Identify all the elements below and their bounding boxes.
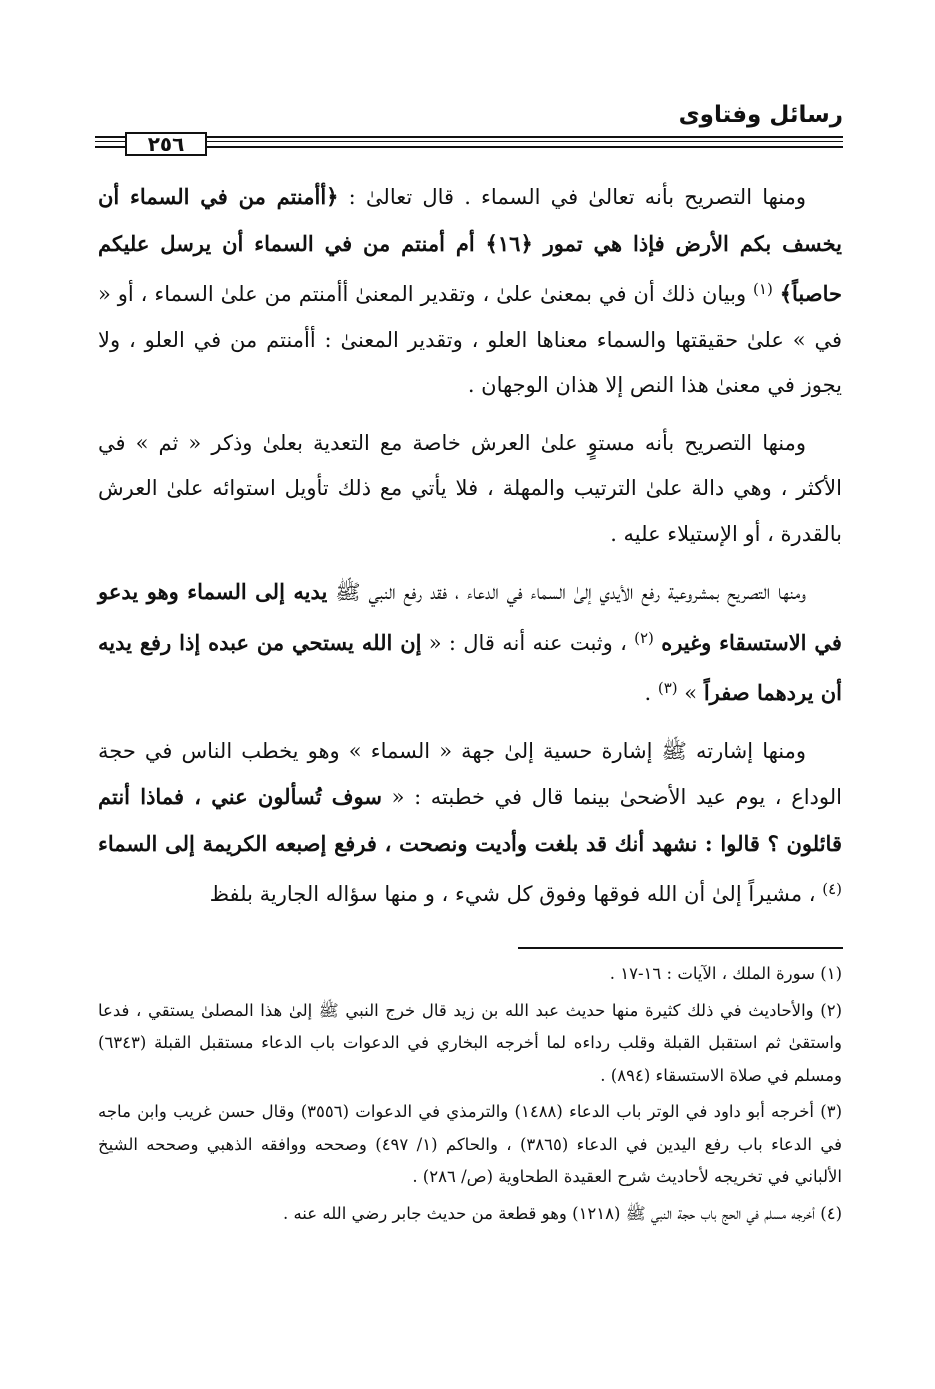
header-rule-line xyxy=(95,146,843,148)
page-header xyxy=(95,96,843,166)
footnote-ref[interactable]: (٢) xyxy=(634,628,654,647)
footnote: (٢) والأحاديث في ذلك كثيرة منها حديث عبد الله بن زيد قال خرج النبي ﷺ إلىٰ هذا المصلىٰ يستقي ، فدعا واستقىٰ ثم استقبل القبلة وقلب رداءه لما أخرجه البخاري في الدعوات باب الدعاء مستقبل القبلة (٦٣٤٣) ومسلم في صلاة الاستسقاء (٨٩٤) . xyxy=(98,1000,842,1085)
header-rule-line xyxy=(95,136,843,138)
paragraph-text: ومنها التصريح بأنه مستوٍ علىٰ العرش خاصة مع التعدية بعلىٰ وذكر « ثم » في الأكثر ، وهي دالة علىٰ الترتيب والمهلة ، فلا يأتي مع ذلك تأويل استوائه علىٰ العرش بالقدرة ، أو الإستيلاء عليه . xyxy=(98,430,842,546)
paragraph xyxy=(98,569,842,717)
header-rule xyxy=(95,134,843,154)
page-number: ٢٥٦ xyxy=(125,132,207,156)
footnote-ref[interactable]: (١) xyxy=(753,280,773,298)
hadith-text: يديه إلى السماء وهو يدعو في الاستسقاء وغيره xyxy=(98,579,842,655)
hadith-text: إن الله يستحي من عبده إذا رفع يديه أن يردهما صفراً xyxy=(98,629,842,705)
footnote-ref[interactable]: (٤) xyxy=(822,880,842,898)
footnote: (١) سورة الملك ، الآيات : ١٦-١٧ . xyxy=(609,964,842,983)
paragraph-text: ، مشيراً إلىٰ أن الله فوقها وفوق كل شيء ، و منها سؤاله الجارية بلفظ xyxy=(209,882,816,906)
paragraph-text: وبيان ذلك أن في بمعنىٰ علىٰ ، وتقدير المعنىٰ أأمنتم من علىٰ السماء ، أو « في » علىٰ حقيقتها والسماء معناها العلو ، وتقدير المعنىٰ : أأمنتم من في العلو ، ولا يجوز في معنىٰ هذا النص إلا هذان الوجهان . xyxy=(98,282,842,397)
footnote-ref[interactable]: (٣) xyxy=(657,679,678,697)
footnote-separator xyxy=(518,947,843,949)
footnotes xyxy=(98,958,842,1234)
paragraph xyxy=(98,729,842,918)
footnote: (٤) أخرجه مسلم في الحج باب حجة النبي ﷺ (١٢١٨) وهو قطعة من حديث جابر رضي الله عنه . xyxy=(282,1203,842,1223)
paragraph-text: » xyxy=(684,681,698,705)
footnote: (٣) أخرجه أبو داود في الوتر باب الدعاء (١٤٨٨) والترمذي في الدعوات (٣٥٥٦) وقال حسن غريب وابن ماجه في الدعاء باب رفع اليدين في الدعاء (٣٨٦٥) ، والحاكم (١/ ٤٩٧) وصححه ووافقه الذهبي وصححه الشيخ الألباني في تخريجه لأحاديث شرح العقيدة الطحاوية (ص/ ٢٨٦) . xyxy=(98,1102,842,1186)
hadith-text: سوف تُسألون عني ، فماذا أنتم قائلون ؟ قالوا : نشهد أنك قد بلغت وأديت ونصحت ، فرفع إصبعه الكريمة إلى السماء xyxy=(98,784,842,856)
paragraph-text: . xyxy=(644,681,652,705)
paragraph xyxy=(98,174,842,409)
paragraph-text: ومنها إشارته ﷺ إشارة حسية إلىٰ جهة « السماء » وهو يخطب الناس في حجة الوداع ، يوم عيد الأضحىٰ بينما قال في خطبته : « xyxy=(98,738,842,809)
main-text xyxy=(98,174,842,930)
running-title: رسائل وفتاوى xyxy=(678,102,843,128)
paragraph-text: ، وثبت عنه أنه قال : « xyxy=(428,630,627,655)
paragraph-text: ومنها التصريح بأنه تعالىٰ في السماء . قال تعالىٰ : xyxy=(348,185,806,209)
header-rule-line xyxy=(95,141,843,142)
paragraph xyxy=(98,421,842,558)
quran-quote: ﴿أأمنتم من في السماء أن يخسف بكم الأرض فإذا هي تمور ﴿١٦﴾ أم أمنتم من في السماء أن يرسل عليكم حاصباً﴾ xyxy=(98,184,842,306)
paragraph-text: ومنها التصريح بمشروعية رفع الأيدي إلىٰ السماء في الدعاء ، فقد رفع النبي ﷺ xyxy=(335,580,806,604)
